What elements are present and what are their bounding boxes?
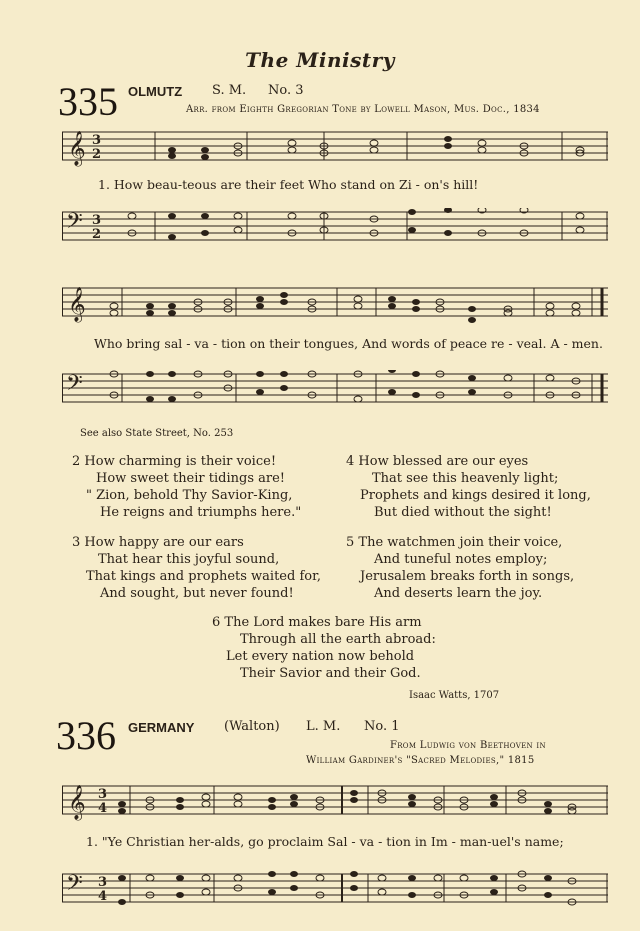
meter-335: S. M. [212, 83, 247, 98]
stanza-line: But died without the sight! [374, 505, 552, 520]
stanza-line: That kings and prophets waited for, [86, 569, 322, 584]
stanza-6 [212, 614, 436, 682]
stanza-line: 4 How blessed are our eyes [346, 454, 529, 469]
svg-text:𝄢: 𝄢 [66, 371, 83, 401]
music-staff-treble-335-2 [62, 284, 610, 324]
section-title: The Ministry [245, 48, 395, 72]
music-staff-bass-335-1 [62, 208, 610, 248]
svg-text:𝄢: 𝄢 [66, 209, 83, 239]
tune-number-336: No. 1 [364, 719, 400, 734]
stanza-line: 3 How happy are our ears [72, 535, 244, 550]
svg-text:𝄞: 𝄞 [68, 287, 86, 322]
hymn-number-336: 336 [56, 713, 116, 758]
stanza-line: 6 The Lord makes bare His arm [212, 615, 422, 630]
lyric-line-335-1: 1. How beau-teous are their feet Who stand on Zi - on's hill! [98, 177, 479, 192]
svg-text:3: 3 [92, 213, 102, 228]
hymn-number-335: 335 [58, 79, 118, 124]
tune-name-336: GERMANY [128, 720, 195, 735]
stanza-line: Their Savior and their God. [240, 666, 421, 681]
composer-credit-336-1: From Ludwig von Beethoven in [390, 740, 546, 751]
stanza-line: He reigns and triumphs here." [100, 505, 302, 520]
stanza-line: That hear this joyful sound, [98, 552, 280, 567]
stanza-line: And deserts learn the joy. [374, 586, 543, 601]
meter-336: L. M. [306, 719, 341, 734]
stanza-3 [72, 534, 321, 602]
stanza-line: How sweet their tidings are! [96, 471, 286, 486]
stanza-line: Prophets and kings desired it long, [360, 488, 591, 503]
svg-text:2: 2 [92, 227, 102, 242]
svg-text:𝄢: 𝄢 [66, 871, 83, 901]
composer-credit-336-2: William Gardiner's "Sacred Melodies," 1815 [306, 755, 535, 766]
stanza-5 [346, 534, 574, 602]
stanza-2 [72, 453, 301, 521]
time-sig-bottom: 2 [92, 147, 102, 162]
svg-text:𝄞: 𝄞 [68, 131, 86, 166]
composer-paren-336: (Walton) [224, 719, 280, 734]
music-staff-treble-336 [62, 780, 610, 822]
time-sig-top-336: 3 [98, 787, 108, 802]
stanza-line: That see this heavenly light; [372, 471, 559, 486]
lyric-line-335-2: Who bring sal - va - tion on their tongues, And words of peace re - veal. A - men. [94, 336, 603, 351]
stanza-line: Through all the earth abroad: [240, 632, 436, 647]
stanza-4 [346, 453, 591, 521]
stanza-line: 5 The watchmen join their voice, [346, 535, 563, 550]
stanza-line: Let every nation now behold [226, 649, 415, 664]
stanza-line: Jerusalem breaks forth in songs, [360, 569, 575, 584]
arranger-credit-335: Arr. from Eighth Gregorian Tone by Lowell Mason, Mus. Doc., 1834 [186, 104, 540, 115]
tune-number-335: No. 3 [268, 83, 304, 98]
see-also-note: See also State Street, No. 253 [80, 428, 234, 439]
tune-name-335: OLMUTZ [128, 84, 183, 99]
author-credit: Isaac Watts, 1707 [409, 690, 500, 701]
stanza-line: And sought, but never found! [100, 586, 294, 601]
music-staff-bass-335-2 [62, 370, 610, 410]
music-staff-bass-336 [62, 866, 610, 910]
svg-text:4: 4 [98, 889, 108, 904]
svg-text:𝄞: 𝄞 [68, 785, 86, 820]
stanza-line: " Zion, behold Thy Savior-King, [86, 488, 293, 503]
svg-text:3: 3 [98, 875, 108, 890]
stanza-line: 2 How charming is their voice! [72, 454, 277, 469]
time-sig-bottom-336: 4 [98, 801, 108, 816]
time-sig-top: 3 [92, 133, 102, 148]
stanza-line: And tuneful notes employ; [374, 552, 548, 567]
music-staff-treble-335-1 [62, 128, 610, 168]
lyric-line-336-1: 1. "Ye Christian her-alds, go proclaim Sal - va - tion in Im - man-uel's name; [86, 834, 564, 849]
